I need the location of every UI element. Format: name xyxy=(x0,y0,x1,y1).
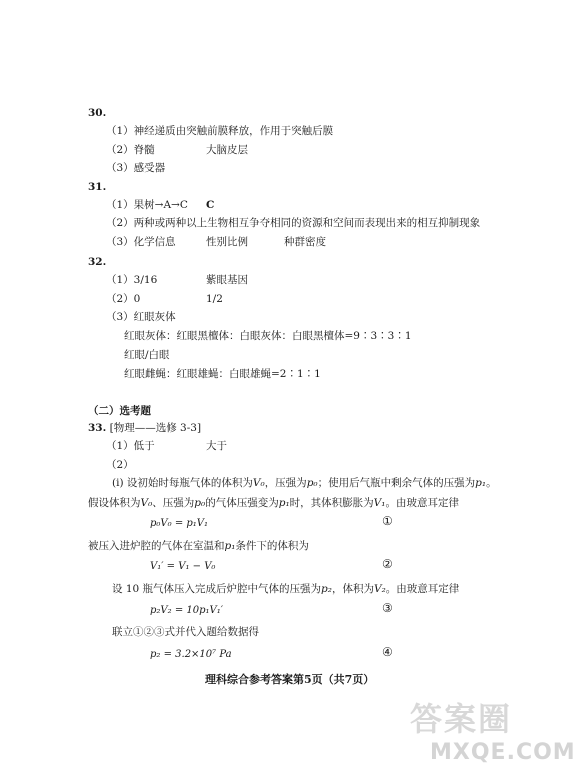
symbol-p0: p₀ xyxy=(194,497,206,509)
q33-part-i-text: ；使用后气瓶中剩余气体的压强为 xyxy=(317,477,476,489)
q33-compressed-text: 条件下的体积为 xyxy=(235,540,309,552)
q33-furnace-text: 。由玻意耳定律 xyxy=(385,583,460,595)
q33-combine-line: 联立①②③式并代入题给数据得 xyxy=(112,626,259,638)
equation-3: p₂V₂ = 10p₁V₁′ xyxy=(150,605,224,616)
q32-answer-2b: 1/2 xyxy=(206,293,223,305)
equation-2: V₁′ = V₁ − V₀ xyxy=(150,561,216,572)
symbol-v0: V₀ xyxy=(140,497,153,509)
q32-answer-1b: 紫眼基因 xyxy=(206,274,248,286)
symbol-p1: p₁ xyxy=(278,497,290,509)
q33-assumption-text: 假设体积为 xyxy=(88,497,141,509)
watermark-domain: MXQE.COM xyxy=(430,740,576,765)
q33-part-i-text: ，压强为 xyxy=(264,477,307,489)
symbol-v0: V₀ xyxy=(252,477,265,489)
equation-1-marker: ① xyxy=(382,514,393,528)
q33-assumption-text: 的气体压强变为 xyxy=(205,497,279,509)
q32-answer-2a: （2）0 xyxy=(106,293,141,305)
q33-assumption-text: 、压强为 xyxy=(152,497,195,509)
symbol-v2: V₂ xyxy=(373,583,386,595)
q31-answer-1b: C xyxy=(206,199,215,211)
q33-assumption-line xyxy=(88,496,459,510)
q33-header xyxy=(88,421,201,435)
q32-answer-3: （3）红眼灰体 xyxy=(106,311,176,323)
watermark-text: 答案圈 xyxy=(410,700,513,738)
q33-assumption-text: 。由玻意耳定律 xyxy=(385,497,459,509)
q30-answer-3: （3）感受器 xyxy=(106,162,166,174)
q32-answer-1a: （1）3/16 xyxy=(106,274,158,286)
q33-part-i-text: 。 xyxy=(486,477,497,489)
q33-compressed-text: 被压入进炉腔的气体在室温和 xyxy=(88,540,225,552)
q33-part-i-line xyxy=(112,476,497,490)
q33-number: 33. xyxy=(88,422,107,434)
q30-answer-2b: 大脑皮层 xyxy=(206,144,248,156)
q32-answer-5: 红眼/白眼 xyxy=(124,349,170,361)
q31-answer-2: （2）两种或两种以上生物相互争夺相同的资源和空间而表现出来的相互抑制现象 xyxy=(106,217,481,229)
q30-answer-2a: （2）脊髓 xyxy=(106,144,155,156)
symbol-p1: p₁ xyxy=(224,540,236,552)
q33-assumption-text: 时，其体积膨胀为 xyxy=(289,497,374,509)
q31-number: 31. xyxy=(88,181,107,193)
q33-topic: [物理——选修 3-3] xyxy=(109,422,202,434)
symbol-p1: p₁ xyxy=(475,477,487,489)
q33-part-i-text: (i) 设初始时每瓶气体的体积为 xyxy=(112,477,253,489)
q32-number: 32. xyxy=(88,256,107,268)
q33-answer-1b: 大于 xyxy=(206,440,227,452)
section-heading: （二）选考题 xyxy=(88,405,151,417)
q30-number: 30. xyxy=(88,107,107,119)
q31-answer-3c: 种群密度 xyxy=(284,236,326,248)
q31-answer-3b: 性别比例 xyxy=(206,236,248,248)
q30-answer-1: （1）神经递质由突触前膜释放，作用于突触后膜 xyxy=(106,125,334,137)
symbol-v1: V₁ xyxy=(373,497,386,509)
q33-answer-1a: （1）低于 xyxy=(106,440,155,452)
equation-3-marker: ③ xyxy=(382,601,393,615)
equation-4-marker: ④ xyxy=(382,645,393,659)
q32-answer-6: 红眼雌蝇：红眼雄蝇：白眼雄蝇=2∶1∶1 xyxy=(124,368,321,380)
equation-1: p₀V₀ = p₁V₁ xyxy=(150,518,209,529)
q33-answer-2: （2） xyxy=(106,459,134,471)
symbol-p2: p₂ xyxy=(321,583,332,595)
q32-answer-4: 红眼灰体：红眼黑檀体：白眼灰体：白眼黑檀体=9∶3∶3∶1 xyxy=(124,330,412,342)
q33-compressed-line xyxy=(88,539,309,553)
q33-furnace-line xyxy=(112,582,459,596)
q33-furnace-text: ，体积为 xyxy=(331,583,374,595)
symbol-p0: p₀ xyxy=(306,477,318,489)
q33-furnace-text: 设 10 瓶气体压入完成后炉腔中气体的压强为 xyxy=(112,583,322,595)
q31-answer-1a: （1）果树→A→C xyxy=(106,199,188,211)
q31-answer-3a: （3）化学信息 xyxy=(106,236,176,248)
page-footer: 理科综合参考答案第5页（共7页） xyxy=(205,673,375,686)
watermark-logo xyxy=(384,692,576,772)
equation-2-marker: ② xyxy=(382,557,393,571)
equation-4: p₂ = 3.2×10⁷ Pa xyxy=(150,649,232,660)
